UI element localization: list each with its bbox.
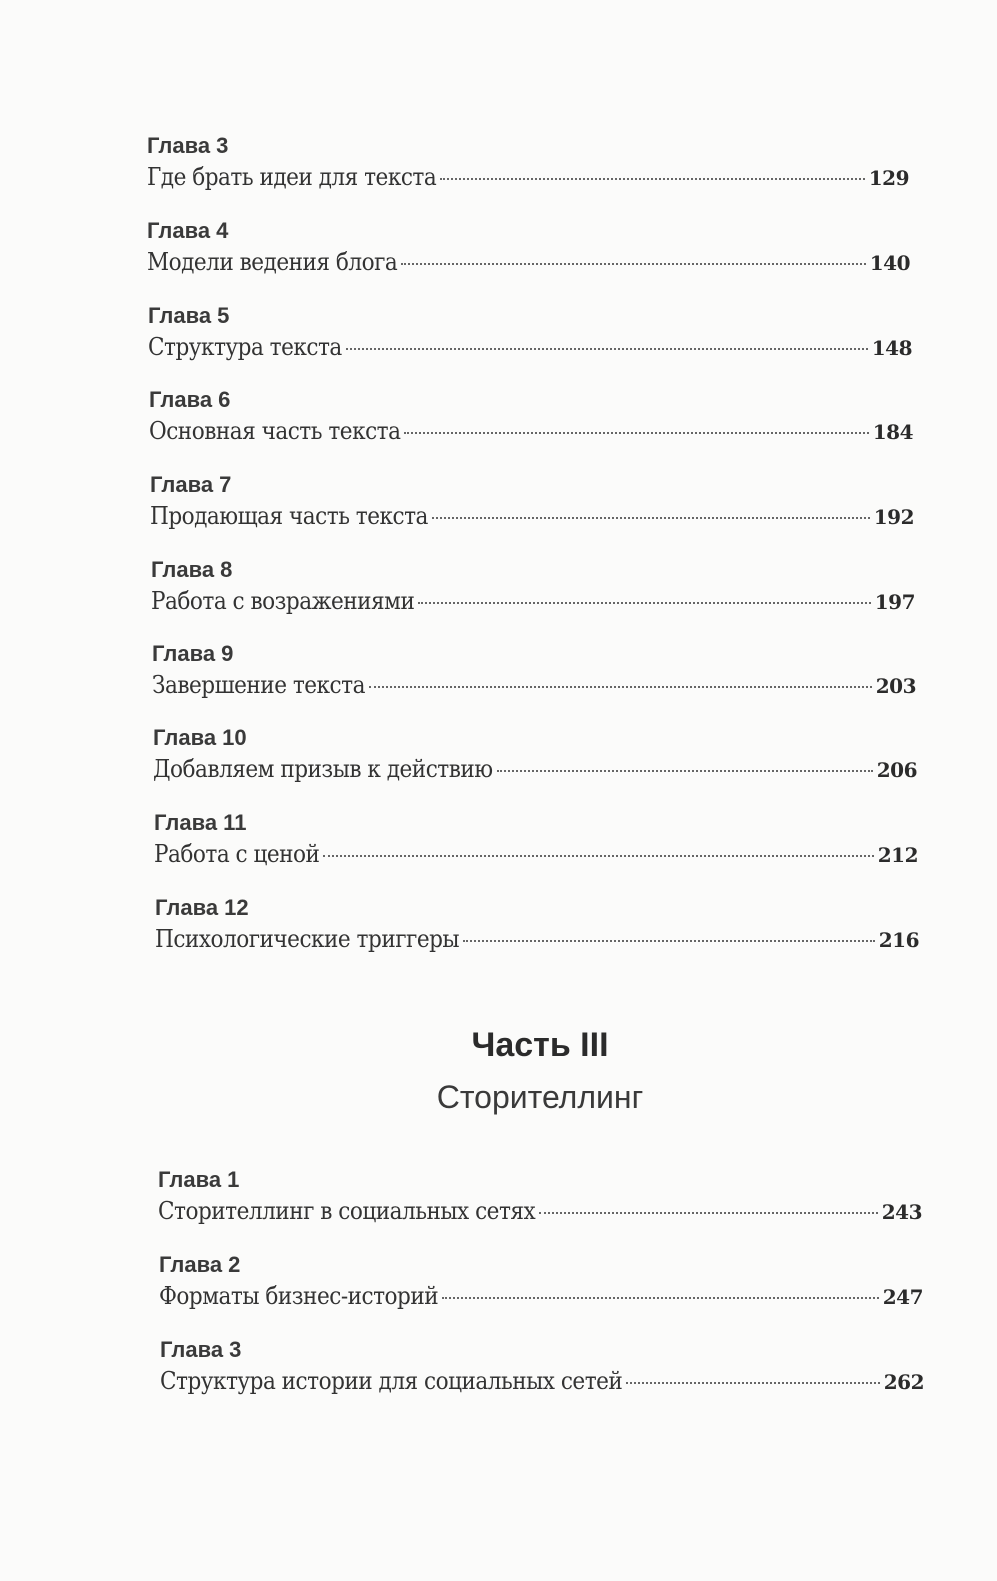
dot-leader xyxy=(418,602,870,604)
dot-leader xyxy=(497,770,873,772)
toc-entry xyxy=(148,302,912,363)
chapter-line xyxy=(159,1281,923,1312)
chapter-label: Глава 9 xyxy=(152,641,234,666)
page-number: 140 xyxy=(869,251,910,275)
dot-leader xyxy=(323,855,873,857)
page-number: 206 xyxy=(876,758,917,782)
chapter-title: Модели ведения блога xyxy=(147,248,398,276)
toc-entry xyxy=(147,217,910,278)
dot-leader xyxy=(539,1212,878,1214)
chapter-title: Сторителлинг в социальных сетях xyxy=(158,1197,536,1225)
dot-leader xyxy=(432,517,870,519)
part-title: Сторителлинг xyxy=(436,1079,644,1115)
chapter-title: Работа с возражениями xyxy=(151,587,415,615)
toc-entry xyxy=(159,1251,923,1312)
chapter-line xyxy=(147,247,910,278)
toc-entry xyxy=(153,724,917,785)
toc-entry xyxy=(160,1336,924,1397)
chapter-line xyxy=(147,162,909,193)
page-number: 203 xyxy=(875,674,916,698)
page-number: 129 xyxy=(868,166,909,190)
part-heading xyxy=(0,1025,997,1117)
chapter-line xyxy=(150,501,914,532)
dot-leader xyxy=(440,178,865,180)
page-number: 184 xyxy=(872,420,913,444)
chapter-label: Глава 2 xyxy=(159,1252,241,1277)
page-number: 197 xyxy=(874,590,915,614)
toc-entry xyxy=(158,1166,922,1227)
page-number: 212 xyxy=(877,843,918,867)
page-number: 192 xyxy=(873,505,914,529)
chapter-label: Глава 4 xyxy=(147,218,229,243)
chapter-label: Глава 8 xyxy=(151,557,233,582)
chapter-line xyxy=(154,839,918,870)
chapter-title: Структура истории для социальных сетей xyxy=(160,1367,623,1395)
chapter-label: Глава 3 xyxy=(147,133,229,158)
chapter-label: Глава 10 xyxy=(153,725,247,750)
chapter-line xyxy=(148,332,912,363)
dot-leader xyxy=(369,686,872,688)
page-number: 243 xyxy=(881,1200,922,1224)
chapter-title: Основная часть текста xyxy=(149,417,401,445)
page-number: 262 xyxy=(883,1370,924,1394)
chapter-title: Где брать идеи для текста xyxy=(147,163,437,191)
chapter-line xyxy=(152,670,916,701)
chapter-line xyxy=(153,754,917,785)
chapter-label: Глава 3 xyxy=(160,1337,242,1362)
toc-entry xyxy=(147,132,909,193)
dot-leader xyxy=(442,1297,879,1299)
page-number: 216 xyxy=(878,928,919,952)
chapter-label: Глава 6 xyxy=(149,387,231,412)
chapter-line xyxy=(149,416,913,447)
toc-entry xyxy=(151,556,915,617)
chapter-label: Глава 1 xyxy=(158,1167,240,1192)
page-number: 247 xyxy=(882,1285,923,1309)
chapter-title: Завершение текста xyxy=(152,671,365,699)
toc-entry xyxy=(155,894,919,955)
chapter-label: Глава 11 xyxy=(154,810,247,835)
chapter-title: Структура текста xyxy=(148,333,342,361)
toc-entry xyxy=(154,809,918,870)
chapter-title: Добавляем призыв к действию xyxy=(153,755,493,783)
chapter-line xyxy=(160,1366,924,1397)
chapter-title: Продающая часть текста xyxy=(150,502,428,530)
chapter-title: Форматы бизнес-историй xyxy=(159,1282,439,1310)
chapter-line xyxy=(158,1196,922,1227)
chapter-label: Глава 7 xyxy=(150,472,232,497)
toc-entry xyxy=(150,471,914,532)
toc-entry xyxy=(152,640,916,701)
chapter-line xyxy=(155,924,919,955)
dot-leader xyxy=(346,348,868,350)
chapter-line xyxy=(151,586,915,617)
dot-leader xyxy=(463,940,875,942)
chapter-label: Глава 12 xyxy=(155,895,249,920)
part-number: Часть III xyxy=(471,1026,609,1064)
toc-entry xyxy=(149,386,913,447)
dot-leader xyxy=(401,263,866,265)
chapter-title: Работа с ценой xyxy=(154,840,320,868)
chapter-label: Глава 5 xyxy=(148,303,230,328)
chapter-title: Психологические триггеры xyxy=(155,925,460,953)
page-number: 148 xyxy=(871,336,912,360)
dot-leader xyxy=(404,432,868,434)
dot-leader xyxy=(626,1382,879,1384)
